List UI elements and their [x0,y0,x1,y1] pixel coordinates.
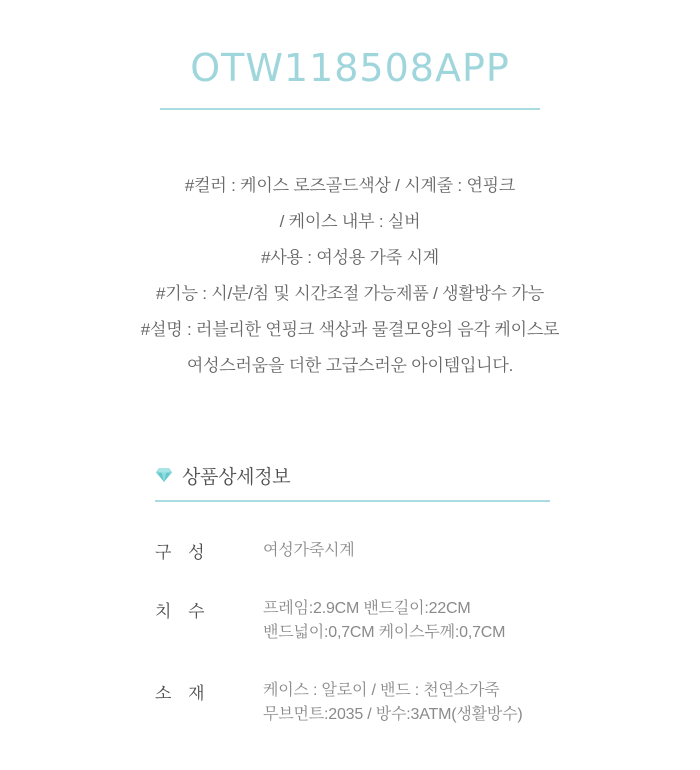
detail-header [155,462,700,489]
detail-divider [155,500,550,502]
spec-table [155,524,575,741]
spec-label: 구 성 [155,542,211,562]
detail-section [0,462,700,741]
table-row [155,524,575,577]
page-title: OTW118508APP [190,46,510,90]
description-line: #설명 : 러블리한 연핑크 색상과 물결모양의 음각 케이스로 [140,319,560,339]
spec-value-line: 여성가죽시계 [263,541,355,559]
spec-value-line: 무브먼트:2035 / 방수:3ATM(생활방수) [263,705,523,723]
description-line: #기능 : 시/분/침 및 시간조절 가능제품 / 생활방수 가능 [156,283,544,303]
description-line: #컬러 : 케이스 로즈골드색상 / 시계줄 : 연핑크 [184,175,516,195]
spec-value [263,524,575,577]
gem-icon [155,467,173,483]
title-divider [160,108,540,110]
description-block [0,168,700,384]
spec-label: 소 재 [155,683,211,703]
spec-value-line: 케이스 : 알로이 / 밴드 : 천연소가죽 [263,681,500,699]
detail-heading: 상품상세정보 [182,466,291,488]
description-line: #사용 : 여성용 가죽 시계 [261,247,439,267]
spec-value [263,577,575,659]
table-row [155,659,575,741]
description-line: 여성스러움을 더한 고급스러운 아이템입니다. [186,355,514,375]
spec-value [263,659,575,741]
description-line: / 케이스 내부 : 실버 [279,211,421,231]
spec-value-line: 밴드넓이:0,7CM 케이스두께:0,7CM [263,623,506,641]
title-block [0,0,700,110]
spec-value-line: 프레임:2.9CM 밴드길이:22CM [263,599,471,617]
spec-label: 치 수 [155,601,211,621]
table-row [155,577,575,659]
